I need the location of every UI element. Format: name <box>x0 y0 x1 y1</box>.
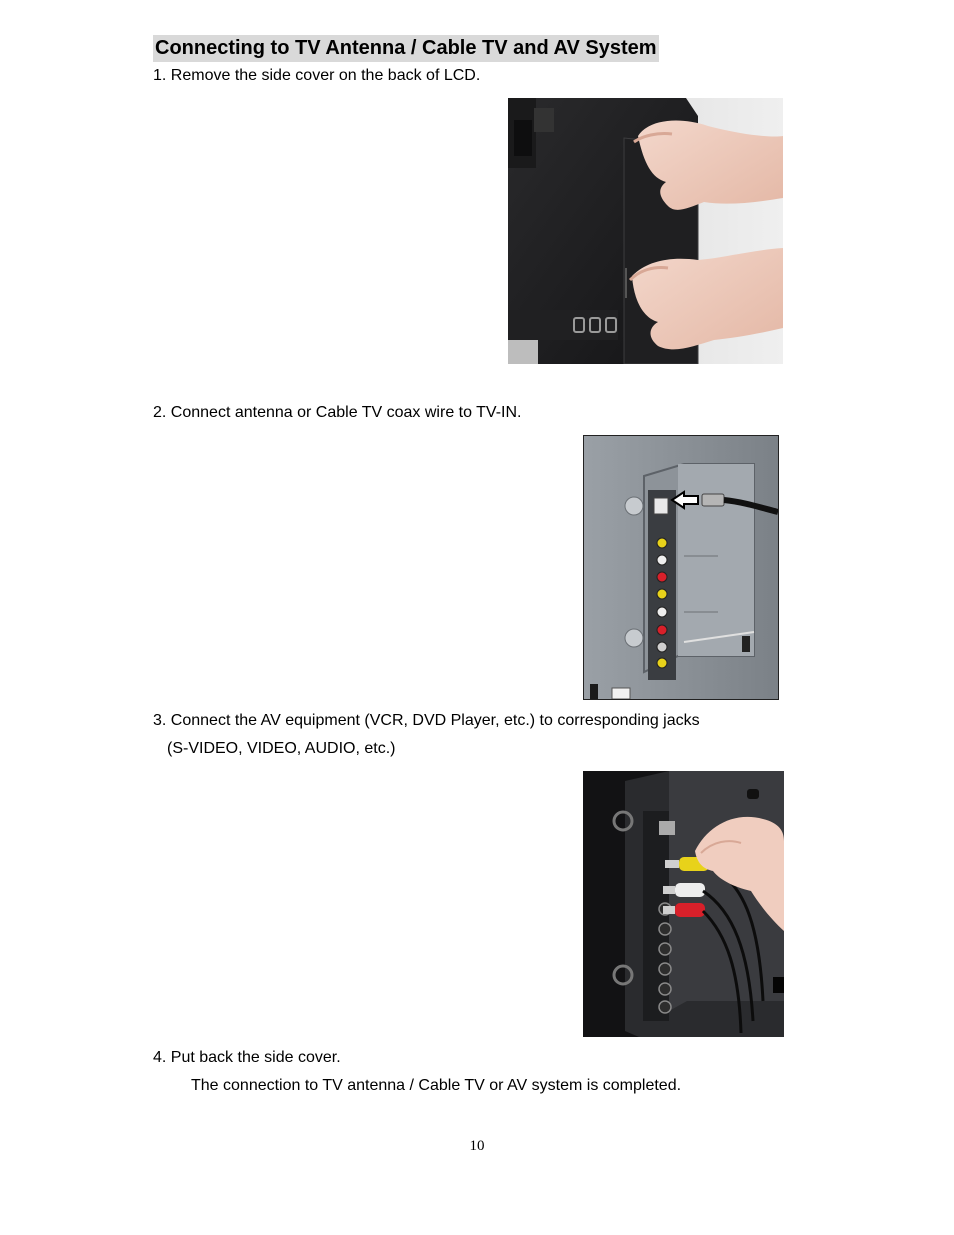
completion-note: The connection to TV antenna / Cable TV or AV system is completed. <box>191 1077 682 1094</box>
photo-remove-side-cover <box>508 98 783 364</box>
step-3-text: 3. Connect the AV equipment (VCR, DVD Player, etc.) to corresponding jacks <box>153 712 700 729</box>
page-title: Connecting to TV Antenna / Cable TV and AV System <box>153 35 659 62</box>
coax-to-tv-in-icon <box>584 436 778 699</box>
photo-connect-coax <box>584 436 778 699</box>
av-plugs-into-jacks-icon <box>583 771 784 1037</box>
hands-removing-cover-icon <box>508 98 783 364</box>
step-3-continuation: (S-VIDEO, VIDEO, AUDIO, etc.) <box>167 740 396 757</box>
step-1-text: 1. Remove the side cover on the back of LCD. <box>153 67 481 84</box>
photo-connect-av <box>583 771 784 1037</box>
step-2-text: 2. Connect antenna or Cable TV coax wire to TV-IN. <box>153 404 522 421</box>
step-4-text: 4. Put back the side cover. <box>153 1049 341 1066</box>
tv-in-jack-icon <box>654 498 668 514</box>
page-number: 10 <box>469 1138 485 1154</box>
